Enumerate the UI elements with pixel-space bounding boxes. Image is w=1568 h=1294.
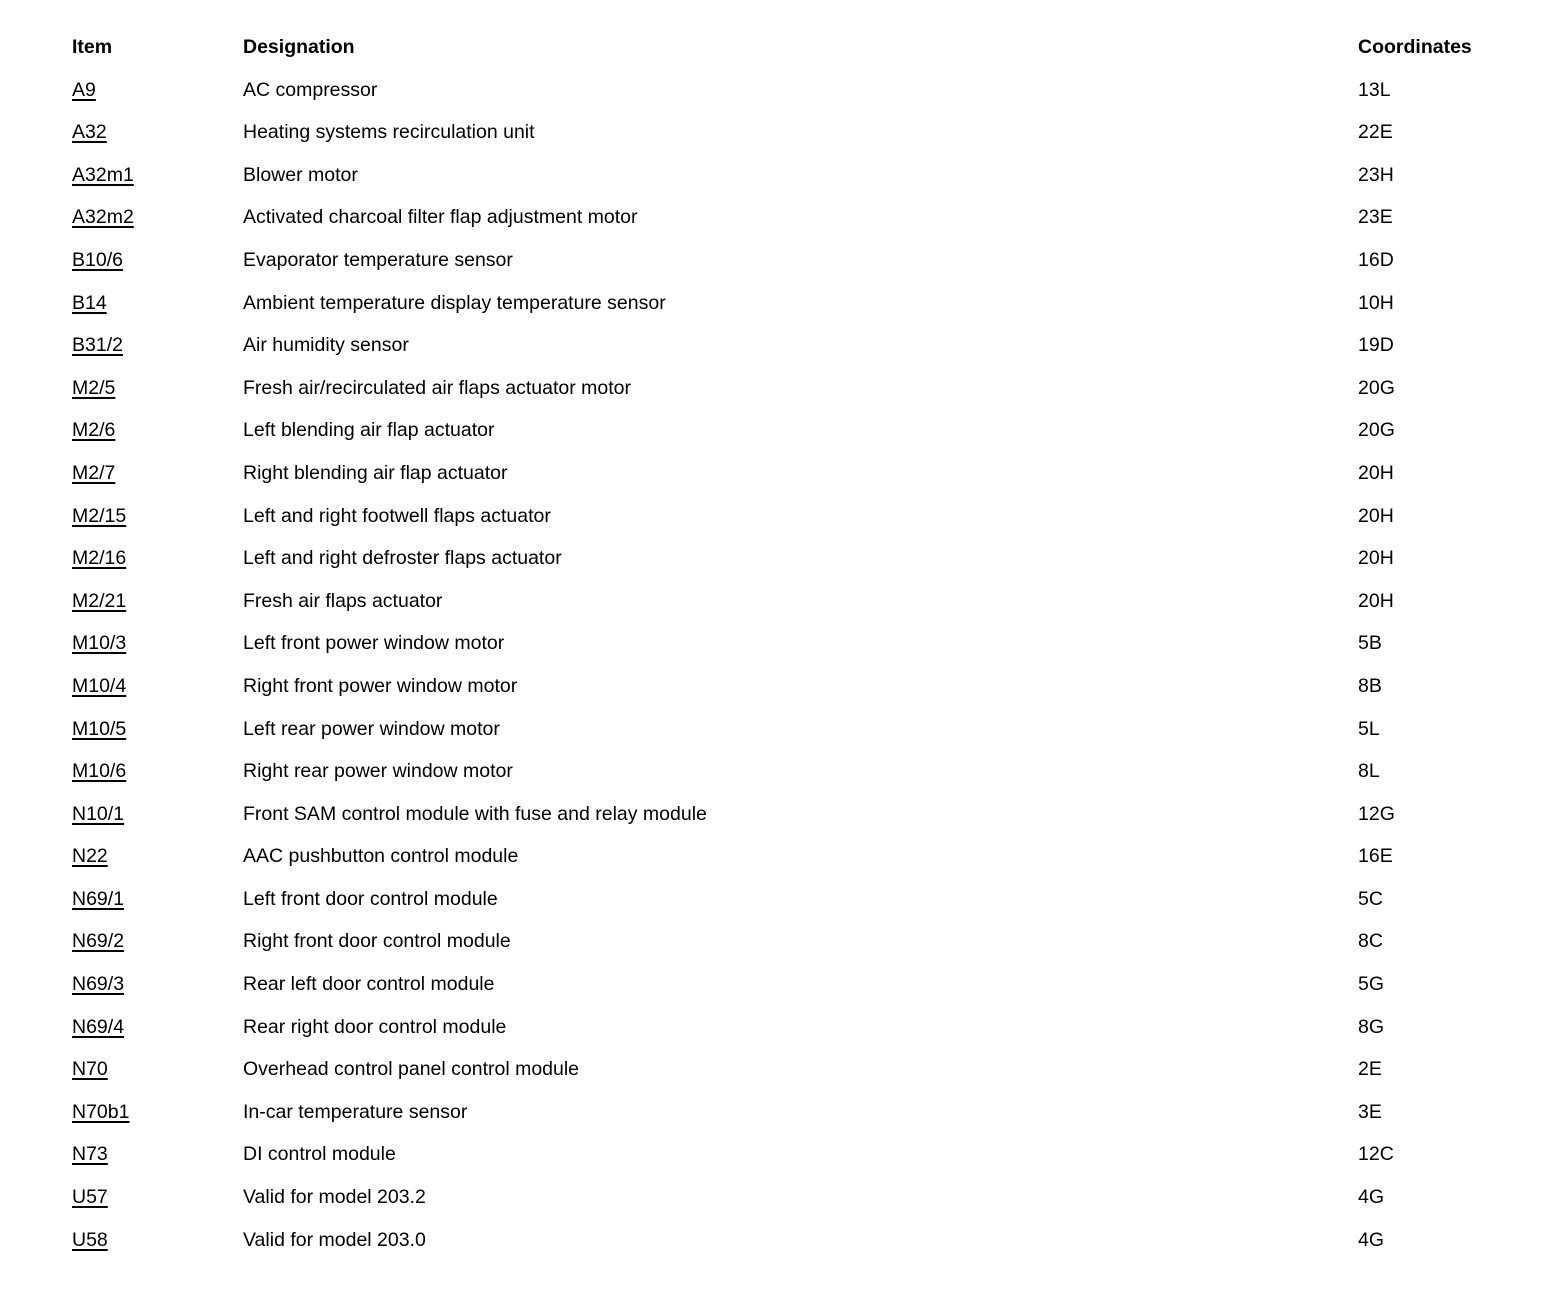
item-cell	[72, 1048, 243, 1091]
item-code-link[interactable]: M10/3	[72, 632, 127, 655]
table-body	[72, 69, 1568, 1262]
item-code-link[interactable]: M2/21	[72, 589, 127, 612]
item-code-link[interactable]: N70	[72, 1058, 108, 1081]
item-cell	[72, 69, 243, 112]
item-cell	[72, 282, 243, 325]
coordinates-text: 4G	[1358, 1228, 1385, 1251]
coordinates-text: 8B	[1358, 674, 1382, 697]
coordinates-text: 23H	[1358, 163, 1394, 186]
item-code-link[interactable]: N22	[72, 845, 108, 868]
item-code-link[interactable]: M2/6	[72, 419, 116, 442]
coordinates-text: 23E	[1358, 206, 1393, 229]
coordinates-text: 16D	[1358, 248, 1394, 271]
coordinates-text: 12C	[1358, 1143, 1394, 1166]
table-row	[72, 282, 1568, 325]
table-header-row	[72, 26, 1568, 69]
table-row	[72, 580, 1568, 623]
designation-text: Evaporator temperature sensor	[243, 248, 513, 271]
table-row	[72, 878, 1568, 921]
item-code-link[interactable]: A9	[72, 78, 96, 101]
item-cell	[72, 1133, 243, 1176]
table-row	[72, 1133, 1568, 1176]
designation-text: AAC pushbutton control module	[243, 845, 519, 868]
designation-text: Overhead control panel control module	[243, 1058, 580, 1081]
item-cell	[72, 495, 243, 538]
table-row	[72, 196, 1568, 239]
item-code-link[interactable]: M10/4	[72, 674, 127, 697]
designation-text: Activated charcoal filter flap adjustment motor	[243, 206, 638, 229]
designation-text: DI control module	[243, 1143, 396, 1166]
table-row	[72, 69, 1568, 112]
designation-text: Left blending air flap actuator	[243, 419, 495, 442]
item-cell	[72, 1091, 243, 1134]
designation-text: Right front power window motor	[243, 674, 518, 697]
item-code-link[interactable]: N69/3	[72, 973, 125, 996]
item-cell	[72, 750, 243, 793]
item-code-link[interactable]: M2/7	[72, 461, 116, 484]
table-row	[72, 1176, 1568, 1219]
coordinates-text: 19D	[1358, 334, 1394, 357]
designation-text: Ambient temperature display temperature sensor	[243, 291, 666, 314]
coordinates-text: 12G	[1358, 802, 1395, 825]
item-code-link[interactable]: B14	[72, 291, 107, 314]
item-code-link[interactable]: U58	[72, 1228, 108, 1251]
item-code-link[interactable]: M10/5	[72, 717, 127, 740]
item-cell	[72, 580, 243, 623]
item-code-link[interactable]: U57	[72, 1186, 108, 1209]
column-header-coordinates: Coordinates	[1358, 36, 1472, 58]
designation-text: Left and right footwell flaps actuator	[243, 504, 551, 527]
item-code-link[interactable]: N69/4	[72, 1015, 125, 1038]
coordinates-text: 13L	[1358, 78, 1391, 101]
designation-text: Right front door control module	[243, 930, 511, 953]
designation-text: Left and right defroster flaps actuator	[243, 547, 562, 570]
table-row	[72, 1048, 1568, 1091]
item-code-link[interactable]: N70b1	[72, 1100, 130, 1123]
table-row	[72, 835, 1568, 878]
table-row	[72, 1219, 1568, 1262]
table-row	[72, 665, 1568, 708]
designation-text: Right rear power window motor	[243, 760, 513, 783]
item-cell	[72, 154, 243, 197]
coordinates-text: 22E	[1358, 121, 1393, 144]
item-cell	[72, 1219, 243, 1262]
table-row	[72, 111, 1568, 154]
item-cell	[72, 111, 243, 154]
item-cell	[72, 793, 243, 836]
item-cell	[72, 409, 243, 452]
coordinates-text: 10H	[1358, 291, 1394, 314]
coordinates-text: 4G	[1358, 1186, 1385, 1209]
coordinates-text: 20G	[1358, 419, 1395, 442]
item-code-link[interactable]: N10/1	[72, 802, 125, 825]
coordinates-text: 8C	[1358, 930, 1383, 953]
item-code-link[interactable]: B31/2	[72, 334, 123, 357]
designation-text: Rear left door control module	[243, 973, 495, 996]
item-cell	[72, 1176, 243, 1219]
item-cell	[72, 239, 243, 282]
designation-text: Fresh air flaps actuator	[243, 589, 443, 612]
designation-text: Left rear power window motor	[243, 717, 500, 740]
coordinates-text: 20H	[1358, 504, 1394, 527]
item-cell	[72, 835, 243, 878]
table-row	[72, 452, 1568, 495]
item-cell	[72, 878, 243, 921]
table-row	[72, 154, 1568, 197]
item-cell	[72, 537, 243, 580]
item-code-link[interactable]: B10/6	[72, 248, 123, 271]
table-row	[72, 495, 1568, 538]
designation-text: Left front power window motor	[243, 632, 505, 655]
coordinates-text: 8L	[1358, 760, 1380, 783]
coordinates-text: 8G	[1358, 1015, 1385, 1038]
item-cell	[72, 622, 243, 665]
coordinates-text: 5G	[1358, 973, 1385, 996]
coordinates-text: 20H	[1358, 461, 1394, 484]
coordinates-text: 5B	[1358, 632, 1382, 655]
item-code-link[interactable]: A32m2	[72, 206, 134, 229]
item-cell	[72, 324, 243, 367]
designation-text: AC compressor	[243, 78, 378, 101]
designation-text: In-car temperature sensor	[243, 1100, 468, 1123]
item-code-link[interactable]: M2/16	[72, 547, 127, 570]
coordinates-text: 3E	[1358, 1100, 1382, 1123]
item-cell	[72, 196, 243, 239]
coordinates-text: 20H	[1358, 589, 1394, 612]
table-row	[72, 963, 1568, 1006]
designation-text: Front SAM control module with fuse and relay module	[243, 802, 707, 825]
item-code-link[interactable]: N73	[72, 1143, 108, 1166]
designation-text: Rear right door control module	[243, 1015, 507, 1038]
table-row	[72, 1006, 1568, 1049]
table-row	[72, 537, 1568, 580]
item-cell	[72, 920, 243, 963]
coordinates-text: 16E	[1358, 845, 1393, 868]
coordinates-text: 20H	[1358, 547, 1394, 570]
table-row	[72, 920, 1568, 963]
table-row	[72, 622, 1568, 665]
coordinates-text: 5L	[1358, 717, 1380, 740]
column-header-designation: Designation	[243, 36, 355, 58]
item-code-link[interactable]: A32m1	[72, 163, 134, 186]
table-row	[72, 409, 1568, 452]
designation-text: Blower motor	[243, 163, 358, 186]
item-code-link[interactable]: M2/15	[72, 504, 127, 527]
item-cell	[72, 665, 243, 708]
item-code-link[interactable]: M10/6	[72, 760, 127, 783]
designation-text: Valid for model 203.2	[243, 1186, 426, 1209]
item-cell	[72, 1006, 243, 1049]
coordinates-text: 2E	[1358, 1058, 1382, 1081]
item-code-link[interactable]: A32	[72, 121, 107, 144]
item-code-link[interactable]: N69/1	[72, 887, 125, 910]
designation-text: Left front door control module	[243, 887, 498, 910]
designation-text: Right blending air flap actuator	[243, 461, 508, 484]
table-row	[72, 324, 1568, 367]
column-header-item: Item	[72, 36, 113, 58]
designation-text: Fresh air/recirculated air flaps actuator motor	[243, 376, 631, 399]
table-row	[72, 1091, 1568, 1134]
table-row	[72, 239, 1568, 282]
coordinates-text: 20G	[1358, 376, 1395, 399]
table-row	[72, 708, 1568, 751]
item-cell	[72, 452, 243, 495]
item-cell	[72, 367, 243, 410]
item-cell	[72, 708, 243, 751]
designation-text: Air humidity sensor	[243, 334, 409, 357]
designation-text: Heating systems recirculation unit	[243, 121, 535, 144]
table-row	[72, 750, 1568, 793]
designation-text: Valid for model 203.0	[243, 1228, 426, 1251]
table-row	[72, 367, 1568, 410]
item-code-link[interactable]: M2/5	[72, 376, 116, 399]
item-code-link[interactable]: N69/2	[72, 930, 125, 953]
table-row	[72, 793, 1568, 836]
item-cell	[72, 963, 243, 1006]
coordinates-text: 5C	[1358, 887, 1383, 910]
